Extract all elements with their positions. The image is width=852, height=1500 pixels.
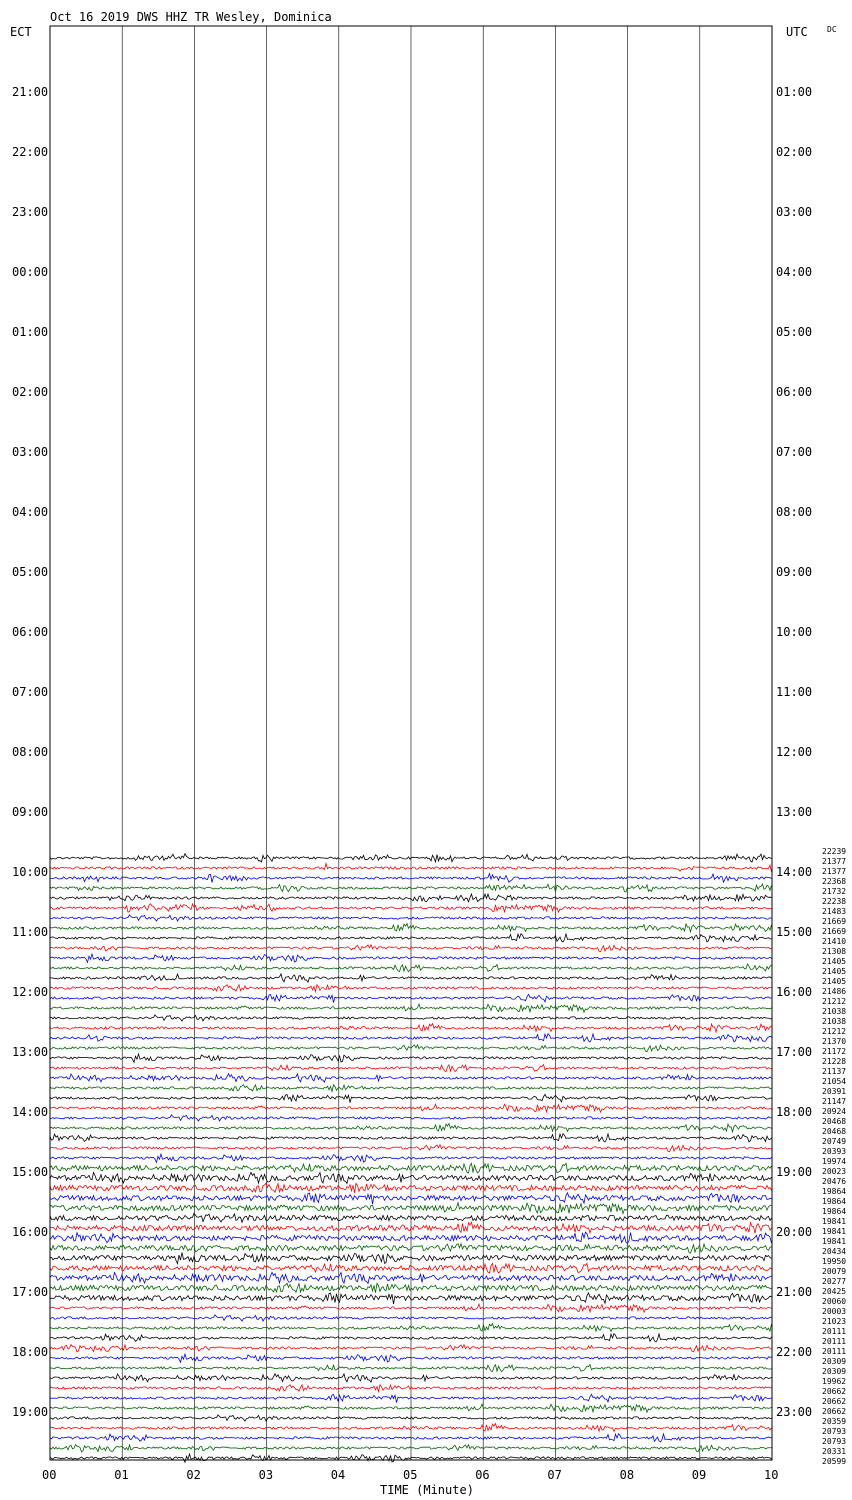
left-hour-label: 18:00 — [12, 1345, 49, 1359]
left-hour-label: 10:00 — [12, 865, 49, 879]
trace-count-label: 21486 — [822, 987, 847, 996]
left-hour-label: 07:00 — [12, 685, 49, 699]
trace-count-label: 20793 — [822, 1437, 847, 1446]
trace-count-label: 21732 — [822, 887, 847, 896]
trace-count-label: 21483 — [822, 907, 847, 916]
right-hour-label: 15:00 — [776, 925, 813, 939]
trace-count-label: 20662 — [822, 1387, 847, 1396]
x-tick-label: 06 — [475, 1468, 490, 1482]
x-tick-label: 01 — [114, 1468, 129, 1482]
trace-count-label: 20662 — [822, 1407, 847, 1416]
trace-count-label: 20111 — [822, 1347, 847, 1356]
right-hour-label: 04:00 — [776, 265, 813, 279]
trace-count-label: 20359 — [822, 1417, 847, 1426]
right-hour-label: 11:00 — [776, 685, 813, 699]
right-hour-label: 01:00 — [776, 85, 813, 99]
trace-count-label: 20924 — [822, 1107, 847, 1116]
trace-count-label: 20331 — [822, 1447, 847, 1456]
grid-lines — [122, 26, 700, 1460]
trace-count-label: 21405 — [822, 977, 847, 986]
left-hour-label: 23:00 — [12, 205, 49, 219]
trace-count-label: 21212 — [822, 997, 847, 1006]
trace-count-label: 21038 — [822, 1017, 847, 1026]
left-hour-label: 02:00 — [12, 385, 49, 399]
trace-count-label: 21405 — [822, 957, 847, 966]
trace-count-label: 21228 — [822, 1057, 847, 1066]
corner-tag: DC — [827, 25, 837, 34]
right-hour-label: 21:00 — [776, 1285, 813, 1299]
left-hour-label: 05:00 — [12, 565, 49, 579]
trace-count-label: 20060 — [822, 1297, 847, 1306]
trace-count-label: 21147 — [822, 1097, 847, 1106]
trace-count-label: 20468 — [822, 1117, 847, 1126]
trace-count-label: 19841 — [822, 1217, 847, 1226]
trace-count-label: 19864 — [822, 1207, 847, 1216]
trace-count-label: 20309 — [822, 1367, 847, 1376]
trace-count-label: 19974 — [822, 1157, 847, 1166]
trace-count-label: 19950 — [822, 1257, 847, 1266]
trace-count-label: 19841 — [822, 1227, 847, 1236]
trace-count-label: 20003 — [822, 1307, 847, 1316]
trace-count-label: 20111 — [822, 1337, 847, 1346]
trace-count-label: 22239 — [822, 847, 847, 856]
x-tick-label: 04 — [330, 1468, 346, 1482]
trace-count-label: 19864 — [822, 1197, 847, 1206]
right-hour-label: 03:00 — [776, 205, 813, 219]
right-axis-label: UTC — [786, 25, 808, 39]
left-hour-label: 13:00 — [12, 1045, 49, 1059]
left-hour-label: 12:00 — [12, 985, 49, 999]
trace-count-label: 21405 — [822, 967, 847, 976]
trace-count-label: 21669 — [822, 917, 847, 926]
trace-count-label: 21038 — [822, 1007, 847, 1016]
right-hour-label: 14:00 — [776, 865, 813, 879]
x-tick-label: 08 — [619, 1468, 635, 1482]
right-hour-label: 20:00 — [776, 1225, 813, 1239]
trace-count-label: 21410 — [822, 937, 847, 946]
trace-count-label: 20599 — [822, 1457, 847, 1466]
left-hour-label: 19:00 — [12, 1405, 49, 1419]
right-hour-label: 22:00 — [776, 1345, 813, 1359]
x-tick-label: 10 — [764, 1468, 779, 1482]
x-tick-label: 05 — [403, 1468, 418, 1482]
left-hour-label: 16:00 — [12, 1225, 49, 1239]
x-tick-label: 09 — [691, 1468, 707, 1482]
trace-count-label: 20468 — [822, 1127, 847, 1136]
trace-count-label: 20391 — [822, 1087, 847, 1096]
right-hour-label: 17:00 — [776, 1045, 813, 1059]
x-axis-title: TIME (Minute) — [380, 1483, 474, 1497]
left-hour-label: 21:00 — [12, 85, 49, 99]
x-tick-label: 00 — [42, 1468, 57, 1482]
trace-count-label: 19864 — [822, 1187, 847, 1196]
trace-count-label: 19962 — [822, 1377, 847, 1386]
left-hour-label: 14:00 — [12, 1105, 49, 1119]
left-hour-label: 04:00 — [12, 505, 49, 519]
x-tick-label: 07 — [547, 1468, 562, 1482]
trace-count-label: 20476 — [822, 1177, 847, 1186]
left-hour-label: 11:00 — [12, 925, 49, 939]
left-hour-label: 08:00 — [12, 745, 49, 759]
right-hour-label: 05:00 — [776, 325, 813, 339]
x-tick-labels — [42, 1468, 778, 1482]
left-hour-label: 00:00 — [12, 265, 49, 279]
trace-count-label: 21137 — [822, 1067, 847, 1076]
right-hour-label: 23:00 — [776, 1405, 813, 1419]
trace-count-label: 20393 — [822, 1147, 847, 1156]
left-hour-label: 17:00 — [12, 1285, 49, 1299]
right-hour-label: 10:00 — [776, 625, 813, 639]
x-tick-label: 03 — [258, 1468, 274, 1482]
trace-count-label: 22368 — [822, 877, 847, 886]
right-hour-label: 18:00 — [776, 1105, 813, 1119]
trace-count-label: 22238 — [822, 897, 847, 906]
trace-count-label: 21172 — [822, 1047, 847, 1056]
trace-count-label: 20111 — [822, 1327, 847, 1336]
right-hour-label: 16:00 — [776, 985, 813, 999]
chart-title: Oct 16 2019 DWS HHZ TR Wesley, Dominica — [50, 10, 332, 24]
right-hour-label: 19:00 — [776, 1165, 813, 1179]
right-hour-label: 06:00 — [776, 385, 813, 399]
trace-count-label: 20434 — [822, 1247, 847, 1256]
trace-count-label: 19841 — [822, 1237, 847, 1246]
left-axis-label: ECT — [10, 25, 32, 39]
left-hour-label: 15:00 — [12, 1165, 49, 1179]
trace-count-label: 20309 — [822, 1357, 847, 1366]
right-hour-label: 07:00 — [776, 445, 813, 459]
right-hour-label: 13:00 — [776, 805, 813, 819]
left-hour-label: 03:00 — [12, 445, 49, 459]
trace-count-label: 20277 — [822, 1277, 847, 1286]
right-hour-label: 09:00 — [776, 565, 813, 579]
trace-count-label: 21377 — [822, 867, 847, 876]
right-hour-label: 12:00 — [776, 745, 813, 759]
left-hour-label: 01:00 — [12, 325, 49, 339]
trace-count-label: 20793 — [822, 1427, 847, 1436]
trace-count-label: 20425 — [822, 1287, 847, 1296]
trace-count-label: 20079 — [822, 1267, 847, 1276]
trace-count-label: 21054 — [822, 1077, 847, 1086]
trace-count-label: 21377 — [822, 857, 847, 866]
trace-count-label: 21023 — [822, 1317, 847, 1326]
left-hour-label: 09:00 — [12, 805, 49, 819]
left-hour-label: 06:00 — [12, 625, 49, 639]
left-hour-label: 22:00 — [12, 145, 49, 159]
trace-count-labels — [822, 847, 846, 1466]
trace-count-label: 21669 — [822, 927, 847, 936]
right-hour-label: 02:00 — [776, 145, 813, 159]
trace-count-label: 20023 — [822, 1167, 847, 1176]
trace-count-label: 21308 — [822, 947, 847, 956]
x-tick-label: 02 — [186, 1468, 201, 1482]
trace-count-label: 20749 — [822, 1137, 847, 1146]
trace-count-label: 21212 — [822, 1027, 847, 1036]
trace-count-label: 21370 — [822, 1037, 847, 1046]
right-hour-label: 08:00 — [776, 505, 813, 519]
trace-count-label: 20662 — [822, 1397, 847, 1406]
